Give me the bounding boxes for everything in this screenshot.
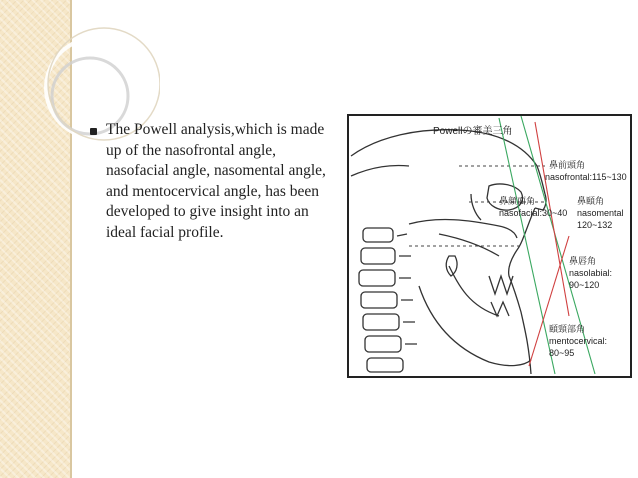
powell-analysis-figure — [347, 114, 632, 378]
bullet-list — [86, 120, 326, 243]
nasofacial-label: nasofacial:30~40 — [499, 208, 568, 218]
mentocervical-jp-label: 頤頸部角 — [549, 324, 586, 334]
nasofrontal-label: nasofrontal:115~130 — [545, 172, 627, 182]
nasolabial-label: nasolabial: — [569, 268, 613, 278]
figure-title: Powellの審美三角 — [433, 126, 513, 137]
nasofacial-jp-label: 鼻顔面角 — [499, 196, 536, 206]
mentocervical-range-label: 80~95 — [549, 348, 575, 358]
bullet-text: The Powell analysis,which is made up of the nasofrontal angle, nasofacial angle, nasomental angle, and mentocervical angle, has been developed to give insight into an ideal facial profile. — [106, 121, 326, 241]
nasomental-jp-label: 鼻頤角 — [577, 196, 605, 206]
nasofrontal-jp-label: 鼻前頭角 — [549, 160, 586, 170]
nasolabial-jp-label: 鼻唇角 — [569, 256, 597, 266]
nasomental-range-label: 120~132 — [577, 220, 613, 230]
bullet-square-icon — [90, 128, 97, 135]
nasolabial-range-label: 90~120 — [569, 280, 600, 290]
nasomental-label: nasomental — [577, 208, 624, 218]
mentocervical-label: mentocervical: — [549, 336, 608, 346]
bullet-item — [86, 120, 326, 243]
